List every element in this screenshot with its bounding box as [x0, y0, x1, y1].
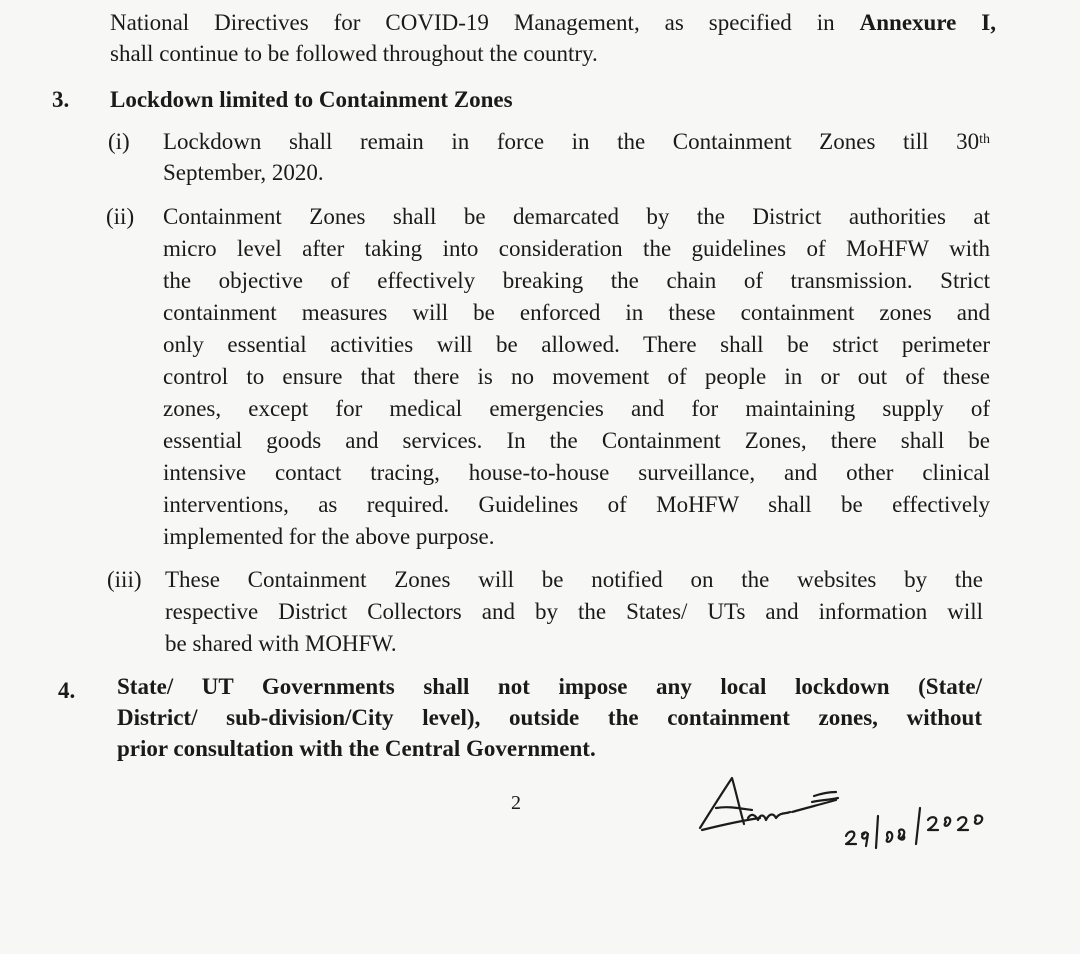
page-number: 2 — [511, 792, 521, 814]
item-i-line-1-text: Lockdown shall remain in force in the Containment Zones till 30 — [163, 129, 980, 154]
item-i-label: (i) — [108, 129, 130, 154]
item-ii-line: intensive contact tracing, house-to-house surveillance, and other clinical — [163, 460, 990, 485]
item-ii-line: micro level after taking into consideration the guidelines of MoHFW with — [163, 236, 990, 261]
item-ii-line: interventions, as required. Guidelines of MoHFW shall be effectively — [163, 492, 990, 517]
section-3-number: 3. — [52, 87, 70, 112]
item-iii-line: respective District Collectors and by the States/ UTs and information will — [165, 599, 983, 624]
item-i-line-2: September, 2020. — [163, 160, 324, 185]
item-ii-label: (ii) — [106, 204, 135, 229]
intro-line-2: shall continue to be followed throughout the country. — [110, 41, 598, 66]
item-ii-line: containment measures will be enforced in these containment zones and — [163, 300, 990, 325]
section-4-line: prior consultation with the Central Government. — [117, 736, 596, 761]
annexure-reference: Annexure I, — [859, 10, 996, 35]
intro-line-1-text: National Directives for COVID-19 Management, as specified in — [110, 10, 860, 35]
handwritten-signature — [696, 772, 1026, 852]
item-ii-line: the objective of effectively breaking the chain of transmission. Strict — [163, 268, 990, 293]
intro-line-1 — [110, 7, 996, 38]
item-ii-line: essential goods and services. In the Containment Zones, there shall be — [163, 428, 990, 453]
section-4-number: 4. — [58, 678, 76, 703]
item-i-line-1 — [163, 126, 990, 157]
item-iii-line: These Containment Zones will be notified on the websites by the — [165, 567, 983, 592]
item-iii-line: be shared with MOHFW. — [165, 631, 397, 656]
ordinal-suffix: th — [979, 132, 990, 147]
item-iii-label: (iii) — [107, 567, 142, 592]
item-ii-line: implemented for the above purpose. — [163, 524, 495, 549]
item-ii-line: zones, except for medical emergencies and for maintaining supply of — [163, 396, 990, 421]
section-4-line: State/ UT Governments shall not impose any local lockdown (State/ — [117, 674, 982, 699]
section-4-line: District/ sub-division/City level), outside the containment zones, without — [117, 705, 982, 730]
item-ii-line: only essential activities will be allowed. There shall be strict perimeter — [163, 332, 990, 357]
item-ii-line: Containment Zones shall be demarcated by the District authorities at — [163, 204, 990, 229]
section-3-heading: Lockdown limited to Containment Zones — [110, 87, 513, 112]
item-ii-line: control to ensure that there is no movement of people in or out of these — [163, 364, 990, 389]
